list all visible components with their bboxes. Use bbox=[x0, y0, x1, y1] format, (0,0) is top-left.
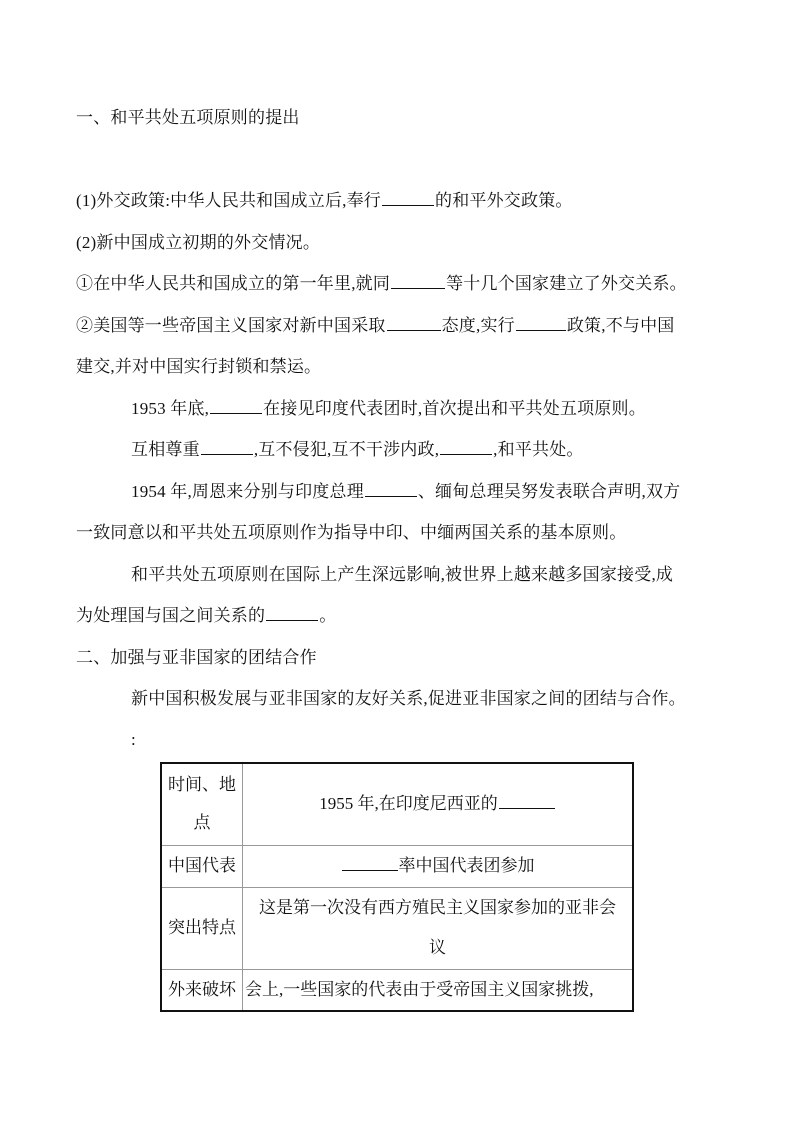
row4-value: 会上,一些国家的代表由于受帝国主义国家挑拨, bbox=[243, 969, 634, 1011]
circle1-line bbox=[76, 272, 687, 296]
answer-blank[interactable] bbox=[382, 189, 434, 206]
answer-blank[interactable] bbox=[499, 792, 555, 809]
row3-value-b: 议 bbox=[429, 938, 446, 957]
p1954-cont-line bbox=[76, 521, 626, 545]
influence-text-a: 和平共处五项原则在国际上产生深远影响,被世界上越来越多国家接受,成 bbox=[131, 565, 674, 584]
table-row bbox=[161, 969, 633, 1011]
principles-text-a: 互相尊重 bbox=[131, 440, 200, 459]
section1-heading bbox=[76, 106, 300, 130]
row2-value bbox=[243, 845, 634, 887]
influence-cont-line bbox=[76, 604, 336, 628]
influence-line bbox=[131, 563, 673, 587]
answer-blank[interactable] bbox=[365, 480, 417, 497]
p1954-text-c: 一致同意以和平共处五项原则作为指导中印、中缅两国关系的基本原则。 bbox=[76, 523, 627, 542]
p1953-text-a: 1953 年底, bbox=[131, 399, 210, 418]
circle2-text-d: 建交,并对中国实行封锁和禁运。 bbox=[76, 357, 322, 376]
answer-blank[interactable] bbox=[342, 854, 398, 871]
principles-text-b: ,互不侵犯,互不干涉内政, bbox=[253, 440, 440, 459]
bandung-info-table bbox=[160, 762, 634, 1012]
circle1-text-post: 等十几个国家建立了外交关系。 bbox=[446, 274, 687, 293]
answer-blank[interactable] bbox=[391, 272, 445, 289]
row3-label: 突出特点 bbox=[161, 887, 243, 969]
answer-blank[interactable] bbox=[440, 438, 492, 455]
table-row bbox=[161, 887, 633, 969]
colon-line bbox=[131, 728, 136, 752]
circle1-text-pre: ①在中华人民共和国成立的第一年里,就同 bbox=[76, 274, 391, 293]
table-row bbox=[161, 763, 633, 845]
row1-label-b: 点 bbox=[193, 813, 211, 833]
answer-blank[interactable] bbox=[387, 314, 441, 331]
circle2-cont-line bbox=[76, 355, 321, 379]
item1-text-pre: (1)外交政策:中华人民共和国成立后,奉行 bbox=[76, 191, 381, 210]
colon-text: : bbox=[131, 730, 136, 749]
answer-blank[interactable] bbox=[266, 604, 318, 621]
item1-text-post: 的和平外交政策。 bbox=[435, 191, 573, 210]
principles-text-c: ,和平共处。 bbox=[493, 440, 584, 459]
p1954-text-b: 、缅甸总理吴努发表联合声明,双方 bbox=[417, 482, 681, 501]
p1953-line bbox=[131, 397, 646, 421]
section1-heading-text: 一、和平共处五项原则的提出 bbox=[76, 108, 300, 127]
p1954-text-a: 1954 年,周恩来分别与印度总理 bbox=[131, 482, 364, 501]
circle2-text-a: ②美国等一些帝国主义国家对新中国采取 bbox=[76, 316, 386, 335]
section2-heading-text: 二、加强与亚非国家的团结合作 bbox=[76, 648, 317, 667]
item2-text: (2)新中国成立初期的外交情况。 bbox=[76, 233, 321, 252]
item2-line bbox=[76, 231, 320, 255]
table-row bbox=[161, 845, 633, 887]
section2-intro-line bbox=[131, 687, 686, 711]
answer-blank[interactable] bbox=[210, 397, 262, 414]
influence-text-c: 。 bbox=[319, 606, 337, 625]
answer-blank[interactable] bbox=[201, 438, 253, 455]
section2-intro-text: 新中国积极发展与亚非国家的友好关系,促进亚非国家之间的团结与合作。 bbox=[131, 689, 686, 708]
p1954-line bbox=[131, 480, 680, 504]
row1-label bbox=[161, 763, 243, 845]
row1-label-a: 时间、地 bbox=[168, 775, 236, 795]
influence-text-b: 为处理国与国之间关系的 bbox=[76, 606, 266, 625]
item1-line bbox=[76, 189, 573, 213]
section2-heading bbox=[76, 646, 317, 670]
row2-value-text: 率中国代表团参加 bbox=[398, 856, 535, 875]
p1953-text-b: 在接见印度代表团时,首次提出和平共处五项原则。 bbox=[263, 399, 646, 418]
row3-value bbox=[243, 887, 634, 969]
row3-value-a: 这是第一次没有西方殖民主义国家参加的亚非会 bbox=[259, 898, 616, 917]
circle2-text-c: 政策,不与中国 bbox=[566, 316, 675, 335]
circle2-text-b: 态度,实行 bbox=[441, 316, 515, 335]
circle2-line bbox=[76, 314, 675, 338]
row2-label: 中国代表 bbox=[161, 845, 243, 887]
answer-blank[interactable] bbox=[516, 314, 566, 331]
row4-label: 外来破坏 bbox=[161, 969, 243, 1011]
row1-value bbox=[243, 763, 634, 845]
principles-line bbox=[131, 438, 584, 462]
row1-value-text: 1955 年,在印度尼西亚的 bbox=[319, 794, 498, 814]
